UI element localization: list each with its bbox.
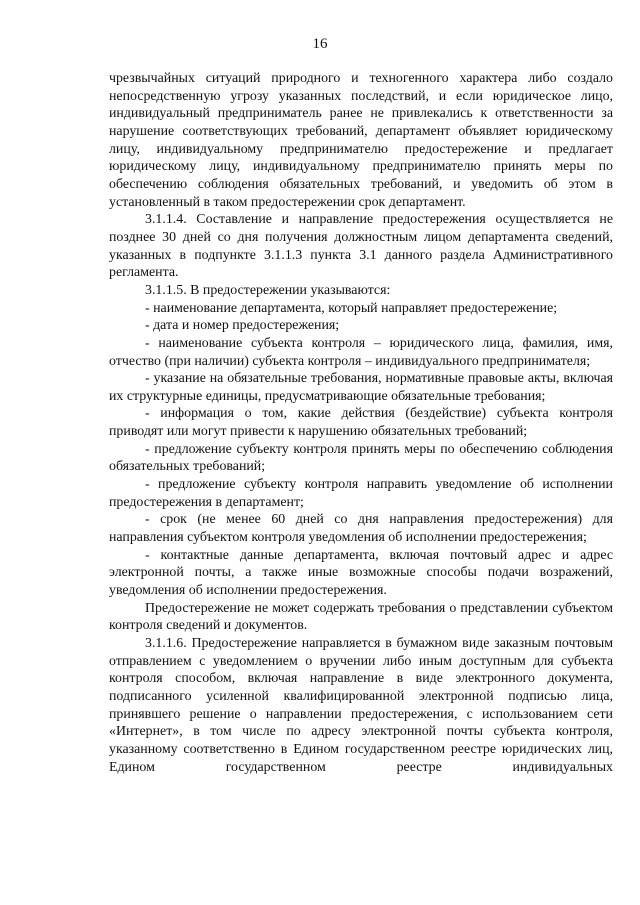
paragraph: - указание на обязательные требования, нормативные правовые акты, включая их структурные единицы, предусматривающие обязательные требования; <box>109 371 613 404</box>
paragraph: - предложение субъекту контроля принять меры по обеспечению соблюдения обязательных требований; <box>109 441 613 475</box>
paragraph: чрезвычайных ситуаций природного и техногенного характера либо создало непосредственную угрозу указанных последствий, и если юридическое лицо, индивидуальный предприниматель ранее не привлекались к ответственности за нарушение соответствующих требований, департамент объявляет юридическому лицу, индивидуальному предпринимателю предостережение и предлагает юридическому лицу, индивидуальному предпринимателю принять меры по обеспечению соблюдения обязательных требований, и уведомить об этом в установленный в таком предостережении срок департамент. <box>109 71 613 210</box>
paragraph: - наименование департамента, который направляет предостережение; <box>145 300 558 316</box>
paragraph: 3.1.1.4. Составление и направление предостережения осуществляется не позднее 30 дней со дня получения должностным лицом департамента сведений, указанных в подпункте 3.1.1.3 пункта 3.1 данного раздела Административного регламента. <box>109 212 613 281</box>
paragraph: - дата и номер предостережения; <box>145 318 340 334</box>
document-body <box>109 70 613 776</box>
paragraph: 3.1.1.6. Предостережение направляется в бумажном виде заказным почтовым отправлением с уведомлением о вручении либо иным доступным для субъекта контроля способом, включая направление в виде электронного документа, подписанного усиленной квалифицированной электронной подписью лица, принявшего решение о направлении предостережения, с использованием сети «Интернет», в том числе по адресу электронной почты субъекта контроля, указанному соответственно в Едином государственном реестре юридических лиц, Едином государственном реестре индивидуальных <box>109 636 613 775</box>
page-number: 16 <box>312 36 328 52</box>
paragraph: Предостережение не может содержать требования о представлении субъектом контроля сведений и документов. <box>109 600 613 634</box>
paragraph: - контактные данные департамента, включая почтовый адрес и адрес электронной почты, а также иные возможные способы подачи возражений, уведомления об исполнении предостережения. <box>109 547 613 599</box>
paragraph: 3.1.1.5. В предостережении указываются: <box>145 282 391 298</box>
paragraph: - срок (не менее 60 дней со дня направления предостережения) для направления субъектом контроля уведомления об исполнении предостережения; <box>109 512 613 546</box>
paragraph: - предложение субъекту контроля направить уведомление об исполнении предостережения в департамент; <box>109 477 613 510</box>
paragraph: - информация о том, какие действия (бездействие) субъекта контроля приводят или могут привести к нарушению обязательных требований; <box>109 406 613 440</box>
paragraph: - наименование субъекта контроля – юридического лица, фамилия, имя, отчество (при наличии) субъекта контроля – индивидуального предпринимателя; <box>109 335 613 369</box>
